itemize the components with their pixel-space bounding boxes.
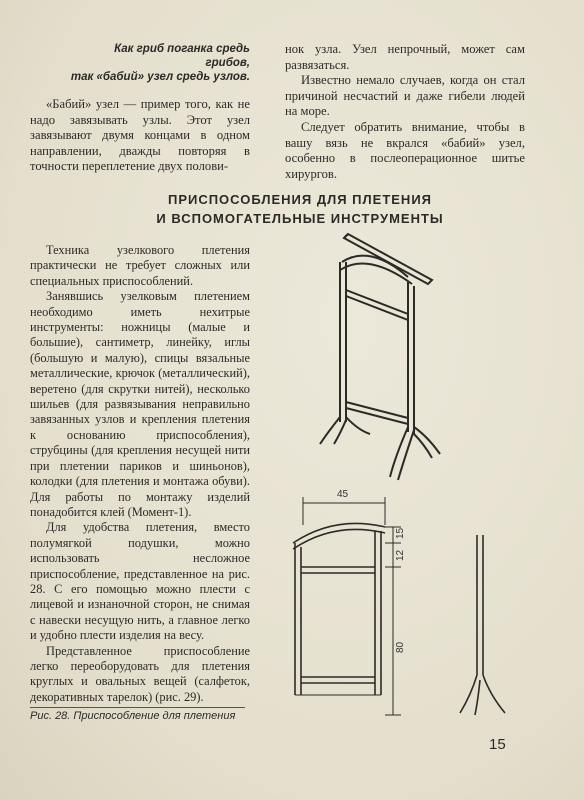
caption-divider xyxy=(30,707,245,708)
epigraph xyxy=(70,42,250,84)
section-title-line-2: И ВСПОМОГАТЕЛЬНЫЕ ИНСТРУМЕНТЫ xyxy=(156,211,444,226)
body-paragraph-4: Представленное приспособление легко переоборудовать для плетения круглых и овальных вещей (салфеток, декоративных тарелок) (рис. 29). xyxy=(30,643,250,704)
left-top-paragraph xyxy=(30,97,250,175)
stand-perspective-illustration xyxy=(300,222,450,492)
paragraph-continuation: нок узла. Узел непрочный, может сам развязаться. xyxy=(285,42,525,72)
dimension-15: 15 xyxy=(395,527,406,539)
stand-technical-drawing xyxy=(285,485,525,725)
page-number: 15 xyxy=(489,736,506,753)
dimension-80: 80 xyxy=(395,641,406,653)
dimension-12: 12 xyxy=(395,549,406,561)
epigraph-line-1: Как гриб поганка средь грибов, xyxy=(114,43,250,69)
body-paragraph-2: Занявшись узелковым плетением необходимо иметь нехитрые инструменты: ножницы (малые и большие), сантиметр, линейку, иглы (большую и малую), спицы вязальные металлические, крючок (металлический), веретено (для скрутки нитей), несколько шильев (для развязывания неправильно завязанных узлов и крепления плетения к основанию приспособления), струбцины (для крепления несущей нити при плетении париков и шиньонов), колодки (для плетения и монтажа обуви). Для работы по монтажу изделий понадобится клей (Момент-1). xyxy=(30,289,250,519)
dimension-45: 45 xyxy=(337,489,349,500)
body-paragraph-3: Для удобства плетения, вместо полумягкой подушки, можно использовать несложное приспособление, представленное на рис. 28. С его помощью можно плести с лицевой и изнаночной сторон, не снимая с навески несущую нить, а главное легко и удобно плести изделия на весу. xyxy=(30,520,250,643)
section-title-line-1: ПРИСПОСОБЛЕНИЯ ДЛЯ ПЛЕТЕНИЯ xyxy=(167,192,433,207)
paragraph-text: «Бабий» узел — пример того, как не надо завязывать узлы. Этот узел завязывают двумя концами в одном направлении, дважды повторяя в точности переплетение двух полови- xyxy=(30,97,250,174)
right-top-column xyxy=(285,42,525,182)
figure-caption: Рис. 28. Приспособление для плетения xyxy=(30,710,236,722)
paragraph-accidents: Известно немало случаев, когда он стал причиной несчастий и даже гибели людей на море. xyxy=(285,73,525,119)
paragraph-warning: Следует обратить внимание, чтобы в вашу вязь не вкрался «бабий» узел, особенно в послеоперационное шитье хирургов. xyxy=(285,119,525,181)
body-paragraph-1: Техника узелкового плетения практически не требует сложных или специальных приспособлений. xyxy=(30,243,250,288)
epigraph-line-2: так «бабий» узел средь узлов. xyxy=(70,71,250,83)
body-column xyxy=(30,243,250,705)
